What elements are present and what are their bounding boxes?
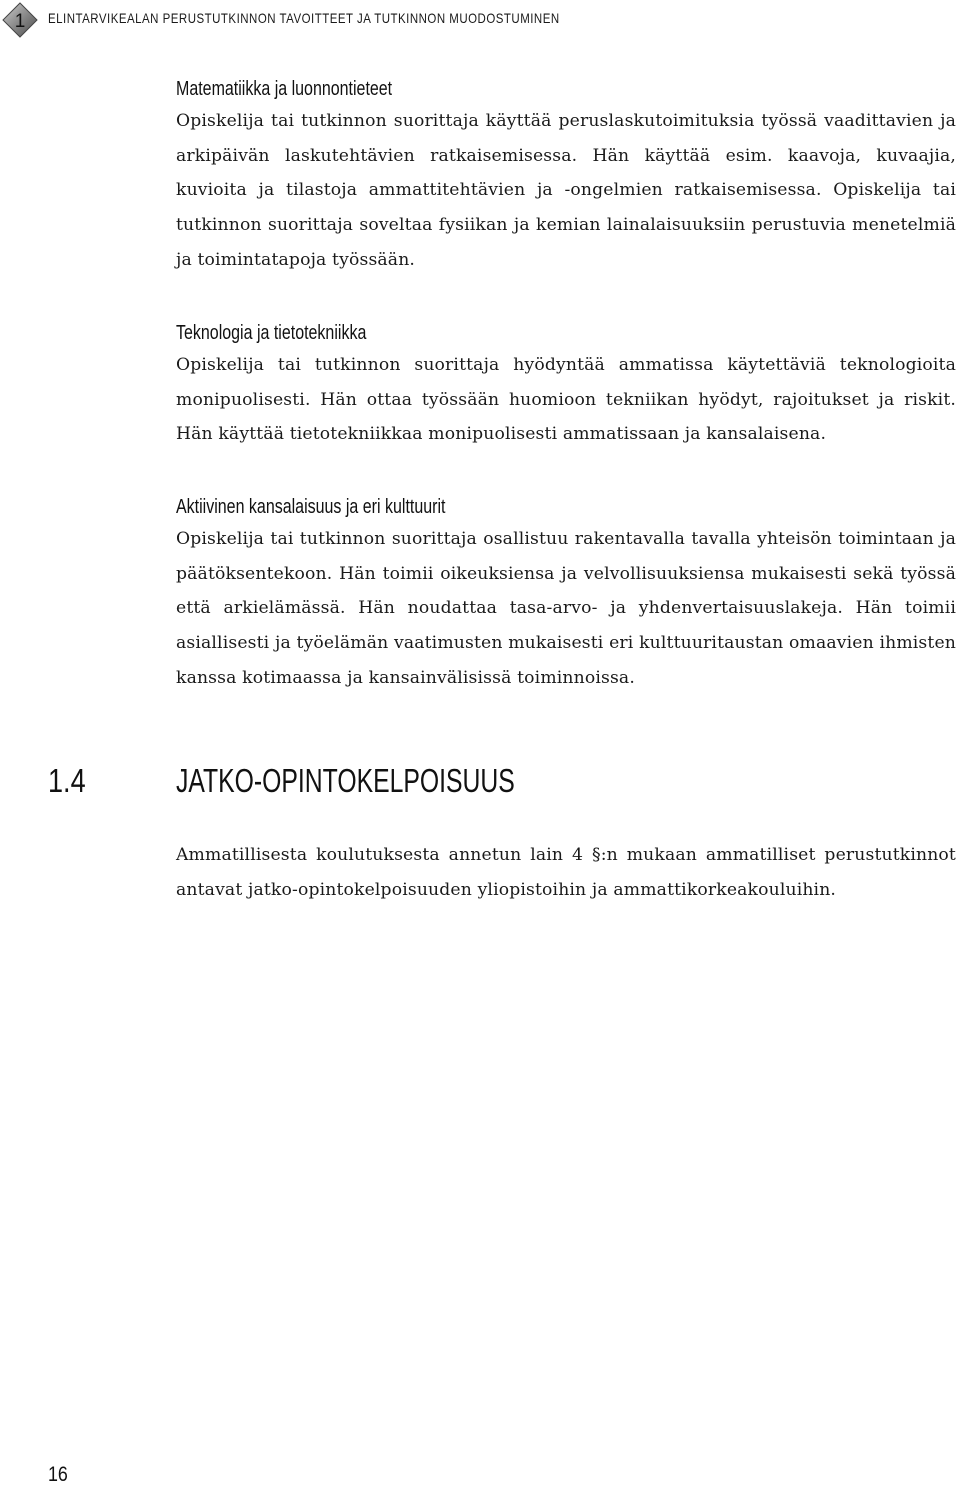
section-body: Opiskelija tai tutkinnon suorittaja osallistuu rakentavalla tavalla yhteisön toimintaan ja päätöksentekoon. Hän toimii oikeuksiensa ja velvollisuuksiensa mukaisesti sekä työssä että arkielämässä. Hän noudattaa tasa-arvo- ja yhdenvertaisuuslakeja. Hän toimii asiallisesti ja työelämän vaatimusten mukaisesti eri kulttuuritaustan omaavien ihmisten kanssa kotimaassa ja kansainvälisissä toiminnoissa. [176, 529, 956, 688]
section-heading: Aktiivinen kansalaisuus ja eri kulttuurit [176, 496, 446, 518]
running-header: ELINTARVIKEALAN PERUSTUTKINNON TAVOITTEET JA TUTKINNON MUODOSTUMINEN [48, 10, 560, 26]
diamond-icon [2, 2, 38, 38]
section-heading: Matematiikka ja luonnontieteet [176, 78, 393, 100]
section-technology [176, 318, 956, 452]
section-body: Opiskelija tai tutkinnon suorittaja hyödyntää ammatissa käytettäviä teknologioita monipuolisesti. Hän ottaa työssään huomioon tekniikan hyödyt, rajoitukset ja riskit. Hän käyttää tietotekniikkaa monipuolisesti ammatissaan ja kansalaisena. [176, 355, 956, 445]
section-active-citizenship [176, 492, 956, 696]
chapter-badge [2, 2, 38, 38]
subsection-name: JATKO-OPINTOKELPOISUUS [176, 762, 515, 799]
section-mathematics [176, 74, 956, 278]
section-body: Opiskelija tai tutkinnon suorittaja käyttää peruslaskutoimituksia työssä vaadittavien ja arkipäivän laskutehtävien ratkaisemisessa. Hän käyttää esim. kaavoja, kuvaajia, kuvioita ja tilastoja ammattitehtävien ja -ongelmien ratkaisemisessa. Opiskelija tai tutkinnon suorittaja soveltaa fysiikan ja kemian lainalaisuuksiin perustuvia menetelmiä ja toimintatapoja työssään. [176, 111, 956, 270]
page-number: 16 [48, 1463, 68, 1486]
subsection-title [48, 758, 648, 804]
subsection-number: 1.4 [48, 762, 86, 799]
section-further-studies [176, 838, 956, 907]
chapter-number: 1 [14, 11, 26, 32]
section-heading: Teknologia ja tietotekniikka [176, 322, 367, 344]
section-body: Ammatillisesta koulutuksesta annetun lain 4 §:n mukaan ammatilliset perustutkinnot antavat jatko-opintokelpoisuuden yliopistoihin ja ammattikorkeakouluihin. [176, 845, 956, 900]
